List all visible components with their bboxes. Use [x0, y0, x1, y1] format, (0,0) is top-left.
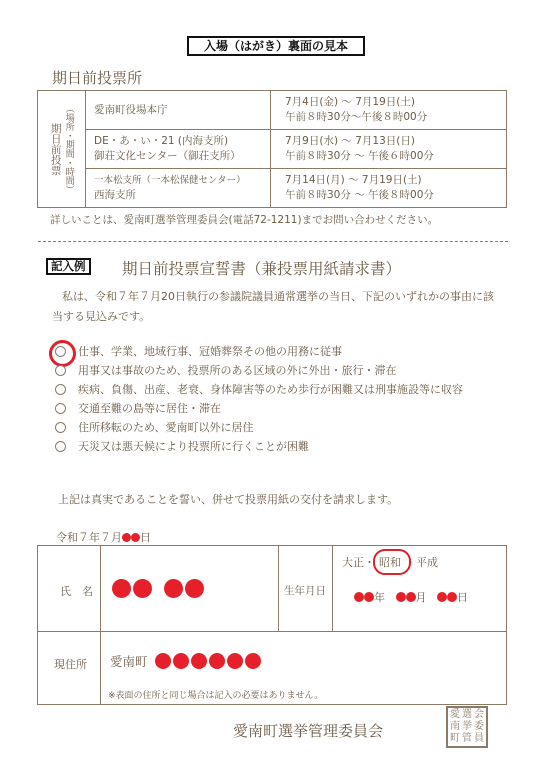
- table-row-dates: 7月14日(月) ～ 7月19日(土) 午前８時30分 ～ 午後８時00分: [271, 169, 507, 208]
- committee-name: 愛南町選挙管理委員会: [233, 722, 384, 740]
- birth-date-field[interactable]: 年 月 日: [354, 589, 468, 605]
- official-seal: 愛 選 会 南 挙 委 町 管 員: [446, 706, 488, 748]
- reason-item[interactable]: 用事又は事故のため、投票所のある区域の外に外出・旅行・滞在: [52, 361, 504, 380]
- applicant-form: [37, 545, 507, 705]
- reason-item[interactable]: 疾病、負傷、出産、老衰、身体障害等のため歩行が困難又は刑事施設等に収容: [52, 380, 504, 399]
- table-row-place: 愛南町役場本庁: [86, 91, 271, 130]
- address-note: ※表面の住所と同じ場合は記入の必要はありません。: [108, 691, 324, 701]
- early-voting-heading: 期日前投票所: [52, 69, 143, 87]
- contact-note: 詳しいことは、愛南町選挙管理委員会(電話72-1211)までお問い合わせください。: [50, 214, 439, 226]
- birth-label: 生年月日: [284, 585, 326, 597]
- form-row-name: [38, 546, 506, 632]
- reason-radio[interactable]: [55, 441, 66, 452]
- reason-radio[interactable]: [55, 403, 66, 414]
- early-voting-table: [37, 90, 507, 208]
- oath-title: 期日前投票宣誓書（兼投票用紙請求書）: [122, 260, 402, 278]
- redacted-dot: [122, 533, 131, 542]
- address-field[interactable]: 愛南町: [110, 652, 263, 670]
- reason-item[interactable]: 天災又は悪天候により投票所に行くことが困難: [52, 437, 504, 456]
- reason-item[interactable]: 住所移転のため、愛南町以外に居住: [52, 418, 504, 437]
- side-label-main: 期日前投票: [49, 122, 62, 176]
- reason-radio[interactable]: [55, 365, 66, 376]
- table-row-dates: 7月9日(水) ～ 7月13日(日) 午前８時30分 ～ 午後６時00分: [271, 130, 507, 169]
- reason-item[interactable]: 仕事、学業、地域行事、冠婚葬祭その他の用務に従事: [52, 342, 504, 361]
- divider: [38, 241, 508, 242]
- side-label-sub: （場所・期間・時間）: [63, 104, 74, 194]
- reason-radio-selected[interactable]: [55, 346, 66, 357]
- reason-list: [52, 342, 504, 456]
- reason-radio[interactable]: [55, 422, 66, 433]
- reason-radio[interactable]: [55, 384, 66, 395]
- example-tag: 記入例: [46, 258, 91, 275]
- table-row-dates: 7月4日(金) ～ 7月19日(土) 午前８時30分～午後８時00分: [271, 91, 507, 130]
- era-selector[interactable]: 大正・ 昭和 ・平成: [342, 556, 438, 569]
- declaration-text: 上記は真実であることを誓い、併せて投票用紙の交付を請求します。: [58, 493, 399, 506]
- era-showa-selected[interactable]: 昭和: [375, 554, 405, 570]
- redacted-dot: [131, 533, 140, 542]
- table-side-label: [38, 91, 86, 208]
- table-row-place: 一本松支所（一本松保健センター） 西海支所: [86, 169, 271, 208]
- name-field-redacted[interactable]: [112, 579, 206, 599]
- page-title: 入場（はがき）裏面の見本: [187, 36, 365, 56]
- oath-intro: 私は、令和７年７月20日執行の参議院議員通常選挙の当日、下記のいずれかの事由に該当する見込みです。: [52, 290, 494, 323]
- table-row-place: DE・あ・い・21 (内海支所) 御荘文化センター（御荘支所）: [86, 130, 271, 169]
- name-label: 氏 名: [60, 585, 93, 598]
- address-label: 現住所: [54, 658, 87, 671]
- reason-item[interactable]: 交通至難の島等に居住・滞在: [52, 399, 504, 418]
- oath-date: 令和７年７月 日: [56, 531, 151, 544]
